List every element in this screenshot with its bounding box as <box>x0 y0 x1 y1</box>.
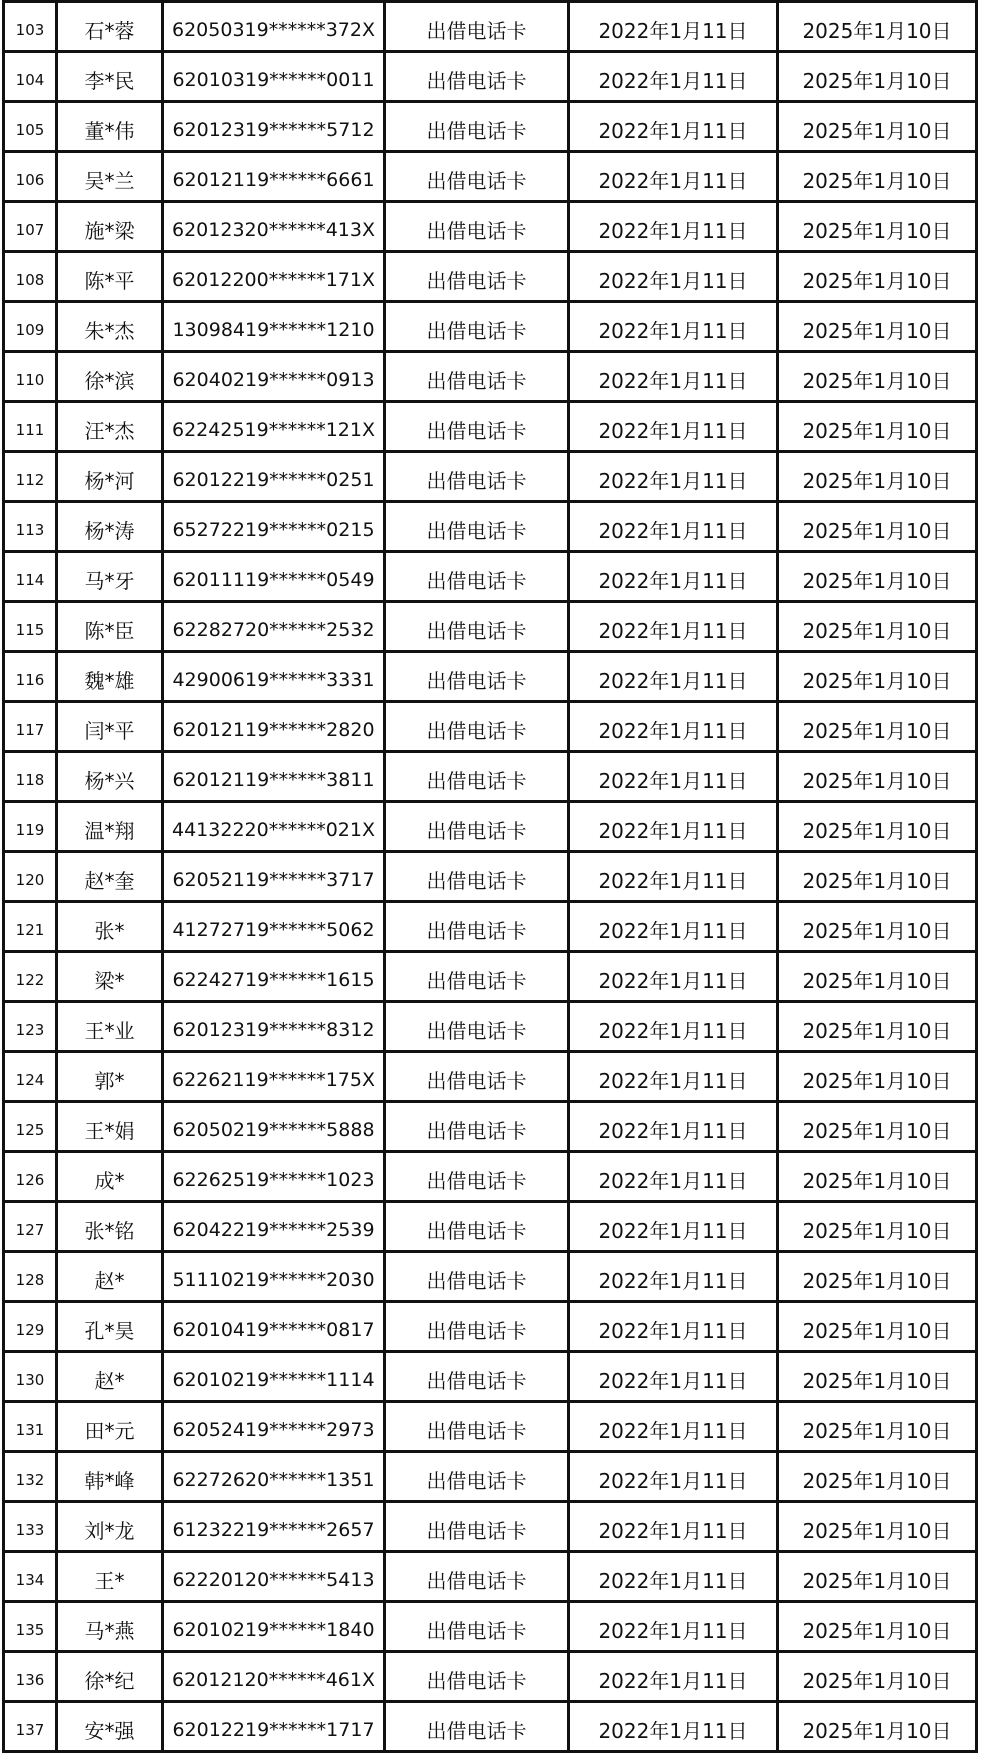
cell-start-date: 2022年1月11日 <box>569 452 778 502</box>
cell-start-date: 2022年1月11日 <box>569 252 778 302</box>
record-table <box>2 0 978 1753</box>
cell-violation-type: 出借电话卡 <box>385 1352 569 1402</box>
cell-serial-number: 134 <box>4 1552 57 1602</box>
cell-serial-number: 122 <box>4 952 57 1002</box>
cell-name: 石*蓉 <box>57 2 163 52</box>
cell-start-date: 2022年1月11日 <box>569 1302 778 1352</box>
cell-name: 闫*平 <box>57 702 163 752</box>
cell-end-date: 2025年1月10日 <box>778 102 977 152</box>
cell-serial-number: 117 <box>4 702 57 752</box>
cell-start-date: 2022年1月11日 <box>569 1452 778 1502</box>
cell-id-number: 62052119******3717 <box>163 852 385 902</box>
cell-end-date: 2025年1月10日 <box>778 702 977 752</box>
cell-id-number: 62262119******175X <box>163 1052 385 1102</box>
cell-end-date: 2025年1月10日 <box>778 1552 977 1602</box>
cell-end-date: 2025年1月10日 <box>778 1702 977 1752</box>
cell-name: 赵* <box>57 1252 163 1302</box>
cell-id-number: 62012319******5712 <box>163 102 385 152</box>
cell-name: 徐*纪 <box>57 1652 163 1702</box>
cell-id-number: 62052419******2973 <box>163 1402 385 1452</box>
cell-start-date: 2022年1月11日 <box>569 702 778 752</box>
cell-name: 陈*平 <box>57 252 163 302</box>
cell-id-number: 62010219******1840 <box>163 1602 385 1652</box>
cell-violation-type: 出借电话卡 <box>385 52 569 102</box>
table-row <box>4 702 977 752</box>
cell-end-date: 2025年1月10日 <box>778 852 977 902</box>
cell-start-date: 2022年1月11日 <box>569 1502 778 1552</box>
cell-end-date: 2025年1月10日 <box>778 402 977 452</box>
cell-serial-number: 125 <box>4 1102 57 1152</box>
cell-start-date: 2022年1月11日 <box>569 2 778 52</box>
table-row <box>4 1152 977 1202</box>
cell-serial-number: 107 <box>4 202 57 252</box>
cell-name: 刘*龙 <box>57 1502 163 1552</box>
cell-start-date: 2022年1月11日 <box>569 752 778 802</box>
cell-id-number: 62050219******5888 <box>163 1102 385 1152</box>
cell-name: 张* <box>57 902 163 952</box>
table-body <box>4 2 977 1752</box>
cell-name: 安*强 <box>57 1702 163 1752</box>
cell-end-date: 2025年1月10日 <box>778 1352 977 1402</box>
cell-violation-type: 出借电话卡 <box>385 902 569 952</box>
cell-id-number: 61232219******2657 <box>163 1502 385 1552</box>
cell-end-date: 2025年1月10日 <box>778 1602 977 1652</box>
table-row <box>4 852 977 902</box>
cell-end-date: 2025年1月10日 <box>778 452 977 502</box>
table-row <box>4 1602 977 1652</box>
cell-start-date: 2022年1月11日 <box>569 1402 778 1452</box>
cell-name: 王* <box>57 1552 163 1602</box>
cell-serial-number: 135 <box>4 1602 57 1652</box>
table-row <box>4 802 977 852</box>
cell-violation-type: 出借电话卡 <box>385 502 569 552</box>
cell-end-date: 2025年1月10日 <box>778 1302 977 1352</box>
cell-serial-number: 104 <box>4 52 57 102</box>
cell-name: 马*牙 <box>57 552 163 602</box>
cell-end-date: 2025年1月10日 <box>778 802 977 852</box>
cell-name: 温*翔 <box>57 802 163 852</box>
cell-start-date: 2022年1月11日 <box>569 1252 778 1302</box>
cell-name: 施*梁 <box>57 202 163 252</box>
cell-id-number: 51110219******2030 <box>163 1252 385 1302</box>
cell-id-number: 62040219******0913 <box>163 352 385 402</box>
cell-id-number: 62012219******1717 <box>163 1702 385 1752</box>
cell-end-date: 2025年1月10日 <box>778 552 977 602</box>
cell-start-date: 2022年1月11日 <box>569 802 778 852</box>
cell-violation-type: 出借电话卡 <box>385 752 569 802</box>
cell-serial-number: 109 <box>4 302 57 352</box>
table-row <box>4 152 977 202</box>
cell-violation-type: 出借电话卡 <box>385 1302 569 1352</box>
cell-violation-type: 出借电话卡 <box>385 1702 569 1752</box>
cell-end-date: 2025年1月10日 <box>778 1502 977 1552</box>
cell-start-date: 2022年1月11日 <box>569 1602 778 1652</box>
cell-name: 董*伟 <box>57 102 163 152</box>
cell-id-number: 62220120******5413 <box>163 1552 385 1602</box>
cell-start-date: 2022年1月11日 <box>569 1102 778 1152</box>
table-row <box>4 302 977 352</box>
cell-name: 汪*杰 <box>57 402 163 452</box>
cell-serial-number: 110 <box>4 352 57 402</box>
table-row <box>4 402 977 452</box>
cell-start-date: 2022年1月11日 <box>569 1052 778 1102</box>
cell-violation-type: 出借电话卡 <box>385 402 569 452</box>
cell-end-date: 2025年1月10日 <box>778 52 977 102</box>
cell-start-date: 2022年1月11日 <box>569 1352 778 1402</box>
cell-violation-type: 出借电话卡 <box>385 1202 569 1252</box>
cell-id-number: 44132220******021X <box>163 802 385 852</box>
table-row <box>4 452 977 502</box>
cell-name: 赵* <box>57 1352 163 1402</box>
cell-end-date: 2025年1月10日 <box>778 2 977 52</box>
cell-violation-type: 出借电话卡 <box>385 1252 569 1302</box>
cell-violation-type: 出借电话卡 <box>385 952 569 1002</box>
cell-id-number: 42900619******3331 <box>163 652 385 702</box>
cell-violation-type: 出借电话卡 <box>385 1052 569 1102</box>
cell-serial-number: 111 <box>4 402 57 452</box>
cell-start-date: 2022年1月11日 <box>569 1552 778 1602</box>
table-row <box>4 102 977 152</box>
cell-id-number: 62242719******1615 <box>163 952 385 1002</box>
table-row <box>4 502 977 552</box>
cell-start-date: 2022年1月11日 <box>569 552 778 602</box>
cell-end-date: 2025年1月10日 <box>778 1202 977 1252</box>
table-row <box>4 2 977 52</box>
cell-end-date: 2025年1月10日 <box>778 1252 977 1302</box>
cell-serial-number: 129 <box>4 1302 57 1352</box>
cell-serial-number: 112 <box>4 452 57 502</box>
cell-name: 赵*奎 <box>57 852 163 902</box>
cell-start-date: 2022年1月11日 <box>569 852 778 902</box>
table-row <box>4 1252 977 1302</box>
cell-violation-type: 出借电话卡 <box>385 552 569 602</box>
cell-violation-type: 出借电话卡 <box>385 852 569 902</box>
cell-end-date: 2025年1月10日 <box>778 952 977 1002</box>
cell-serial-number: 115 <box>4 602 57 652</box>
cell-name: 马*燕 <box>57 1602 163 1652</box>
cell-serial-number: 121 <box>4 902 57 952</box>
cell-serial-number: 106 <box>4 152 57 202</box>
cell-end-date: 2025年1月10日 <box>778 602 977 652</box>
cell-name: 徐*滨 <box>57 352 163 402</box>
cell-start-date: 2022年1月11日 <box>569 152 778 202</box>
cell-serial-number: 116 <box>4 652 57 702</box>
cell-serial-number: 105 <box>4 102 57 152</box>
table-row <box>4 1402 977 1452</box>
cell-id-number: 62282720******2532 <box>163 602 385 652</box>
cell-id-number: 62011119******0549 <box>163 552 385 602</box>
cell-id-number: 62262519******1023 <box>163 1152 385 1202</box>
cell-end-date: 2025年1月10日 <box>778 502 977 552</box>
cell-name: 吴*兰 <box>57 152 163 202</box>
cell-serial-number: 132 <box>4 1452 57 1502</box>
cell-name: 田*元 <box>57 1402 163 1452</box>
cell-start-date: 2022年1月11日 <box>569 902 778 952</box>
cell-name: 梁* <box>57 952 163 1002</box>
cell-serial-number: 130 <box>4 1352 57 1402</box>
cell-serial-number: 123 <box>4 1002 57 1052</box>
cell-violation-type: 出借电话卡 <box>385 452 569 502</box>
cell-start-date: 2022年1月11日 <box>569 952 778 1002</box>
cell-violation-type: 出借电话卡 <box>385 2 569 52</box>
cell-serial-number: 124 <box>4 1052 57 1102</box>
cell-violation-type: 出借电话卡 <box>385 1602 569 1652</box>
cell-violation-type: 出借电话卡 <box>385 1402 569 1452</box>
cell-name: 张*铭 <box>57 1202 163 1252</box>
cell-serial-number: 137 <box>4 1702 57 1752</box>
cell-start-date: 2022年1月11日 <box>569 302 778 352</box>
cell-violation-type: 出借电话卡 <box>385 302 569 352</box>
cell-serial-number: 133 <box>4 1502 57 1552</box>
cell-violation-type: 出借电话卡 <box>385 1152 569 1202</box>
cell-violation-type: 出借电话卡 <box>385 1552 569 1602</box>
cell-name: 陈*臣 <box>57 602 163 652</box>
table-row <box>4 752 977 802</box>
cell-start-date: 2022年1月11日 <box>569 202 778 252</box>
table-row <box>4 1552 977 1602</box>
table-row <box>4 1302 977 1352</box>
cell-end-date: 2025年1月10日 <box>778 752 977 802</box>
cell-id-number: 41272719******5062 <box>163 902 385 952</box>
cell-violation-type: 出借电话卡 <box>385 202 569 252</box>
cell-id-number: 13098419******1210 <box>163 302 385 352</box>
cell-violation-type: 出借电话卡 <box>385 702 569 752</box>
cell-id-number: 62012319******8312 <box>163 1002 385 1052</box>
table-row <box>4 1352 977 1402</box>
cell-id-number: 62050319******372X <box>163 2 385 52</box>
table-row <box>4 902 977 952</box>
table-row <box>4 602 977 652</box>
cell-start-date: 2022年1月11日 <box>569 352 778 402</box>
cell-id-number: 62242519******121X <box>163 402 385 452</box>
cell-name: 朱*杰 <box>57 302 163 352</box>
cell-name: 韩*峰 <box>57 1452 163 1502</box>
cell-end-date: 2025年1月10日 <box>778 1152 977 1202</box>
cell-id-number: 62010219******1114 <box>163 1352 385 1402</box>
table-row <box>4 252 977 302</box>
cell-serial-number: 131 <box>4 1402 57 1452</box>
cell-violation-type: 出借电话卡 <box>385 1502 569 1552</box>
cell-violation-type: 出借电话卡 <box>385 652 569 702</box>
cell-name: 郭* <box>57 1052 163 1102</box>
cell-end-date: 2025年1月10日 <box>778 152 977 202</box>
cell-start-date: 2022年1月11日 <box>569 652 778 702</box>
cell-id-number: 62012200******171X <box>163 252 385 302</box>
cell-violation-type: 出借电话卡 <box>385 602 569 652</box>
cell-start-date: 2022年1月11日 <box>569 402 778 452</box>
cell-start-date: 2022年1月11日 <box>569 1702 778 1752</box>
cell-start-date: 2022年1月11日 <box>569 502 778 552</box>
cell-serial-number: 120 <box>4 852 57 902</box>
cell-start-date: 2022年1月11日 <box>569 602 778 652</box>
cell-end-date: 2025年1月10日 <box>778 1402 977 1452</box>
cell-name: 杨*涛 <box>57 502 163 552</box>
table-row <box>4 552 977 602</box>
cell-end-date: 2025年1月10日 <box>778 252 977 302</box>
cell-violation-type: 出借电话卡 <box>385 1002 569 1052</box>
cell-id-number: 62010419******0817 <box>163 1302 385 1352</box>
cell-violation-type: 出借电话卡 <box>385 352 569 402</box>
table-row <box>4 352 977 402</box>
cell-start-date: 2022年1月11日 <box>569 1202 778 1252</box>
table-row <box>4 1452 977 1502</box>
cell-serial-number: 114 <box>4 552 57 602</box>
cell-violation-type: 出借电话卡 <box>385 1652 569 1702</box>
cell-end-date: 2025年1月10日 <box>778 652 977 702</box>
cell-serial-number: 126 <box>4 1152 57 1202</box>
table-row <box>4 652 977 702</box>
cell-serial-number: 103 <box>4 2 57 52</box>
cell-name: 李*民 <box>57 52 163 102</box>
cell-end-date: 2025年1月10日 <box>778 352 977 402</box>
cell-serial-number: 113 <box>4 502 57 552</box>
cell-serial-number: 128 <box>4 1252 57 1302</box>
cell-violation-type: 出借电话卡 <box>385 102 569 152</box>
table-row <box>4 52 977 102</box>
cell-end-date: 2025年1月10日 <box>778 202 977 252</box>
cell-end-date: 2025年1月10日 <box>778 302 977 352</box>
table-row <box>4 1502 977 1552</box>
table-row <box>4 1202 977 1252</box>
cell-start-date: 2022年1月11日 <box>569 1002 778 1052</box>
cell-id-number: 62010319******0011 <box>163 52 385 102</box>
cell-violation-type: 出借电话卡 <box>385 252 569 302</box>
cell-start-date: 2022年1月11日 <box>569 1152 778 1202</box>
cell-end-date: 2025年1月10日 <box>778 1052 977 1102</box>
cell-name: 成* <box>57 1152 163 1202</box>
cell-name: 魏*雄 <box>57 652 163 702</box>
cell-id-number: 62012320******413X <box>163 202 385 252</box>
cell-id-number: 62272620******1351 <box>163 1452 385 1502</box>
table-row <box>4 1652 977 1702</box>
cell-id-number: 62012119******2820 <box>163 702 385 752</box>
cell-serial-number: 118 <box>4 752 57 802</box>
cell-name: 王*娟 <box>57 1102 163 1152</box>
cell-id-number: 62012120******461X <box>163 1652 385 1702</box>
cell-id-number: 62012219******0251 <box>163 452 385 502</box>
table-row <box>4 1002 977 1052</box>
cell-serial-number: 127 <box>4 1202 57 1252</box>
cell-start-date: 2022年1月11日 <box>569 1652 778 1702</box>
cell-serial-number: 136 <box>4 1652 57 1702</box>
cell-name: 孔*昊 <box>57 1302 163 1352</box>
cell-id-number: 62042219******2539 <box>163 1202 385 1252</box>
cell-end-date: 2025年1月10日 <box>778 1002 977 1052</box>
cell-name: 杨*兴 <box>57 752 163 802</box>
cell-name: 杨*河 <box>57 452 163 502</box>
cell-end-date: 2025年1月10日 <box>778 1652 977 1702</box>
cell-start-date: 2022年1月11日 <box>569 52 778 102</box>
cell-start-date: 2022年1月11日 <box>569 102 778 152</box>
cell-violation-type: 出借电话卡 <box>385 802 569 852</box>
cell-id-number: 62012119******3811 <box>163 752 385 802</box>
cell-serial-number: 119 <box>4 802 57 852</box>
table-row <box>4 952 977 1002</box>
cell-name: 王*业 <box>57 1002 163 1052</box>
cell-violation-type: 出借电话卡 <box>385 152 569 202</box>
cell-violation-type: 出借电话卡 <box>385 1452 569 1502</box>
table-row <box>4 202 977 252</box>
cell-end-date: 2025年1月10日 <box>778 902 977 952</box>
table-row <box>4 1702 977 1752</box>
cell-id-number: 65272219******0215 <box>163 502 385 552</box>
cell-violation-type: 出借电话卡 <box>385 1102 569 1152</box>
table-row <box>4 1102 977 1152</box>
table-row <box>4 1052 977 1102</box>
cell-end-date: 2025年1月10日 <box>778 1102 977 1152</box>
cell-id-number: 62012119******6661 <box>163 152 385 202</box>
cell-serial-number: 108 <box>4 252 57 302</box>
cell-end-date: 2025年1月10日 <box>778 1452 977 1502</box>
